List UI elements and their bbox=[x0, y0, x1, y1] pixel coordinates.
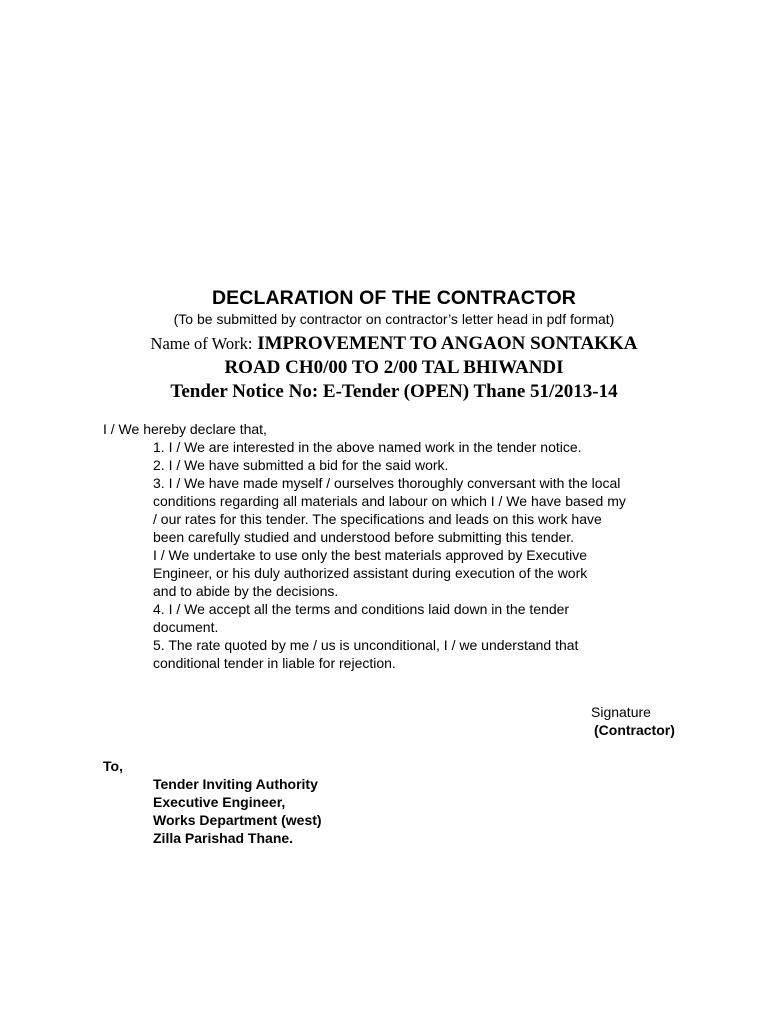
declaration-line: Engineer, or his duly authorized assistant during execution of the work bbox=[153, 565, 588, 581]
declaration-line: 3. I / We have made myself / ourselves thoroughly conversant with the local bbox=[153, 475, 621, 491]
tender-notice: Tender Notice No: E-Tender (OPEN) Thane 51/2013-14 bbox=[170, 381, 618, 402]
declaration-line: 1. I / We are interested in the above named work in the tender notice. bbox=[153, 439, 582, 455]
name-of-work-line-1 bbox=[0, 333, 768, 355]
declaration-line: 4. I / We accept all the terms and conditions laid down in the tender bbox=[153, 601, 570, 617]
to-label: To, bbox=[103, 758, 123, 774]
declaration-points bbox=[153, 438, 626, 672]
declaration-line: / our rates for this tender. The specifications and leads on this work have bbox=[153, 511, 602, 527]
recipient-address bbox=[153, 775, 322, 847]
name-of-work-label: Name of Work: bbox=[150, 334, 253, 353]
address-line: Zilla Parishad Thane. bbox=[153, 830, 294, 846]
declaration-intro: I / We hereby declare that, bbox=[103, 421, 267, 437]
name-of-work-line-2 bbox=[0, 357, 768, 379]
signature-label: Signature bbox=[591, 704, 651, 720]
declaration-line: and to abide by the decisions. bbox=[153, 583, 339, 599]
document-title: DECLARATION OF THE CONTRACTOR bbox=[212, 287, 576, 309]
declaration-line: 2. I / We have submitted a bid for the said work. bbox=[153, 457, 449, 473]
declaration-line: conditions regarding all materials and labour on which I / We have based my bbox=[153, 493, 626, 509]
declaration-line: been carefully studied and understood before submitting this tender. bbox=[153, 529, 575, 545]
declaration-line: document. bbox=[153, 619, 219, 635]
declaration-line: 5. The rate quoted by me / us is unconditional, I / we understand that bbox=[153, 637, 579, 653]
declaration-line: conditional tender in liable for rejection. bbox=[153, 655, 396, 671]
document-subtitle: (To be submitted by contractor on contractor’s letter head in pdf format) bbox=[173, 311, 615, 327]
declaration-line: I / We undertake to use only the best materials approved by Executive bbox=[153, 547, 587, 563]
signature-role: (Contractor) bbox=[594, 722, 675, 738]
name-of-work-value-1: IMPROVEMENT TO ANGAON SONTAKKA bbox=[257, 333, 638, 354]
address-line: Works Department (west) bbox=[153, 812, 322, 828]
name-of-work-value-2: ROAD CH0/00 TO 2/00 TAL BHIWANDI bbox=[224, 357, 564, 378]
address-line: Tender Inviting Authority bbox=[153, 776, 318, 792]
address-line: Executive Engineer, bbox=[153, 794, 286, 810]
